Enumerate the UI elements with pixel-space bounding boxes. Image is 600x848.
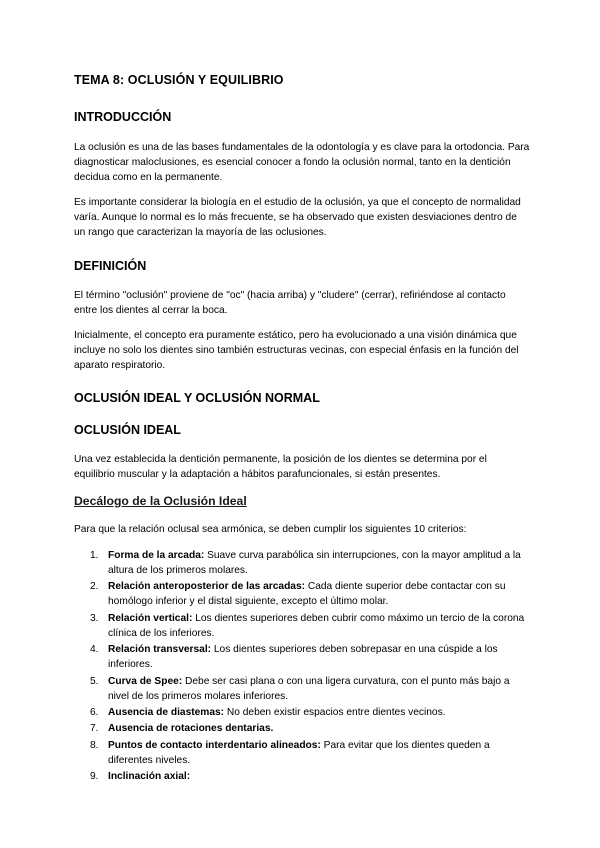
list-item [74, 674, 530, 704]
intro-paragraph-2: Es importante considerar la biología en el estudio de la oclusión, ya que el concepto de normalidad varía. Aunque lo normal es lo más frecuente, se ha observado que existen desviaciones dentro de un rango que caracterizan la mayoría de las oclusiones. [74, 197, 521, 238]
list-item-text: Para evitar que los dientes queden a diferentes niveles. [108, 739, 490, 766]
list-item-term: Ausencia de diastemas: [108, 706, 225, 718]
list-item-term: Curva de Spee: [108, 675, 183, 687]
list-item [74, 705, 530, 720]
list-item-number: 8. [90, 739, 99, 751]
list-item-number: 1. [90, 550, 99, 561]
criteria-list [74, 548, 530, 786]
list-item [74, 579, 530, 609]
list-item [74, 738, 530, 768]
list-item-number: 5. [90, 675, 99, 687]
heading-oclusion-ideal-normal: OCLUSIÓN IDEAL Y OCLUSIÓN NORMAL [74, 391, 320, 405]
oclusion-ideal-paragraph: Una vez establecida la dentición permanente, la posición de los dientes se determina por el equilibrio muscular y la adaptación a hábitos parafuncionales, si están presentes. [74, 454, 487, 480]
document-title: TEMA 8: OCLUSIÓN Y EQUILIBRIO [74, 73, 284, 87]
list-item-text: No deben existir espacios entre dientes vecinos. [224, 706, 446, 718]
list-item-text: Debe ser casi plana o con una ligera curvatura, con el punto más bajo a nivel de los primeros molares inferiores. [108, 675, 510, 702]
list-item-number: 4. [90, 644, 99, 656]
definicion-paragraph-1: El término "oclusión" proviene de "oc" (hacia arriba) y "cludere" (cerrar), refiriéndose al contacto entre los dientes al cerrar la boca. [74, 290, 506, 316]
list-item-text: Los dientes superiores deben sobrepasar en una cúspide a los inferiores. [108, 644, 498, 671]
list-item [74, 721, 530, 736]
definicion-paragraph-2: Inicialmente, el concepto era puramente estático, pero ha evolucionado a una visión dinámica que incluye no solo los dientes sino también estructuras vecinas, con especial énfasis en la función del aparato respiratorio. [74, 330, 519, 371]
list-item-number: 6. [90, 706, 99, 718]
list-item-text: Suave curva parabólica sin interrupciones, con la mayor amplitud a la altura de los primeros molares. [108, 550, 521, 576]
list-item-term: Ausencia de rotaciones dentarias. [108, 723, 274, 735]
list-item [74, 548, 530, 578]
list-item-term: Forma de la arcada: [108, 550, 205, 561]
list-item-number: 2. [90, 581, 99, 593]
intro-paragraph-1: La oclusión es una de las bases fundamentales de la odontología y es clave para la ortodoncia. Para diagnosticar maloclusiones, es esencial conocer a fondo la oclusión normal, tanto en la dentición decidua como en la permanente. [74, 142, 530, 183]
list-item [74, 642, 530, 672]
list-item-number: 9. [90, 771, 99, 783]
list-item-number: 7. [90, 723, 99, 735]
list-item-term: Puntos de contacto interdentario alineados: [108, 739, 321, 751]
list-item [74, 769, 530, 784]
heading-definicion: DEFINICIÓN [74, 259, 147, 273]
list-item-term: Relación vertical: [108, 612, 193, 624]
list-item-term: Inclinación axial: [108, 771, 191, 783]
decalogo-intro: Para que la relación oclusal sea armónica, se deben cumplir los siguientes 10 criterios: [74, 524, 467, 535]
heading-introduccion: INTRODUCCIÓN [74, 110, 172, 124]
list-item-text: Cada diente superior debe contactar con su homólogo inferior y el distal siguiente, excepto el último molar. [108, 581, 506, 608]
heading-oclusion-ideal: OCLUSIÓN IDEAL [74, 423, 181, 437]
list-item-term: Relación anteroposterior de las arcadas: [108, 581, 306, 593]
list-item-term: Relación transversal: [108, 644, 212, 656]
list-item-text: Los dientes superiores deben cubrir como máximo un tercio de la corona clínica de los inferiores. [108, 612, 525, 639]
list-item-number: 3. [90, 612, 99, 624]
heading-decalogo: Decálogo de la Oclusión Ideal [74, 494, 247, 508]
list-item [74, 611, 530, 641]
